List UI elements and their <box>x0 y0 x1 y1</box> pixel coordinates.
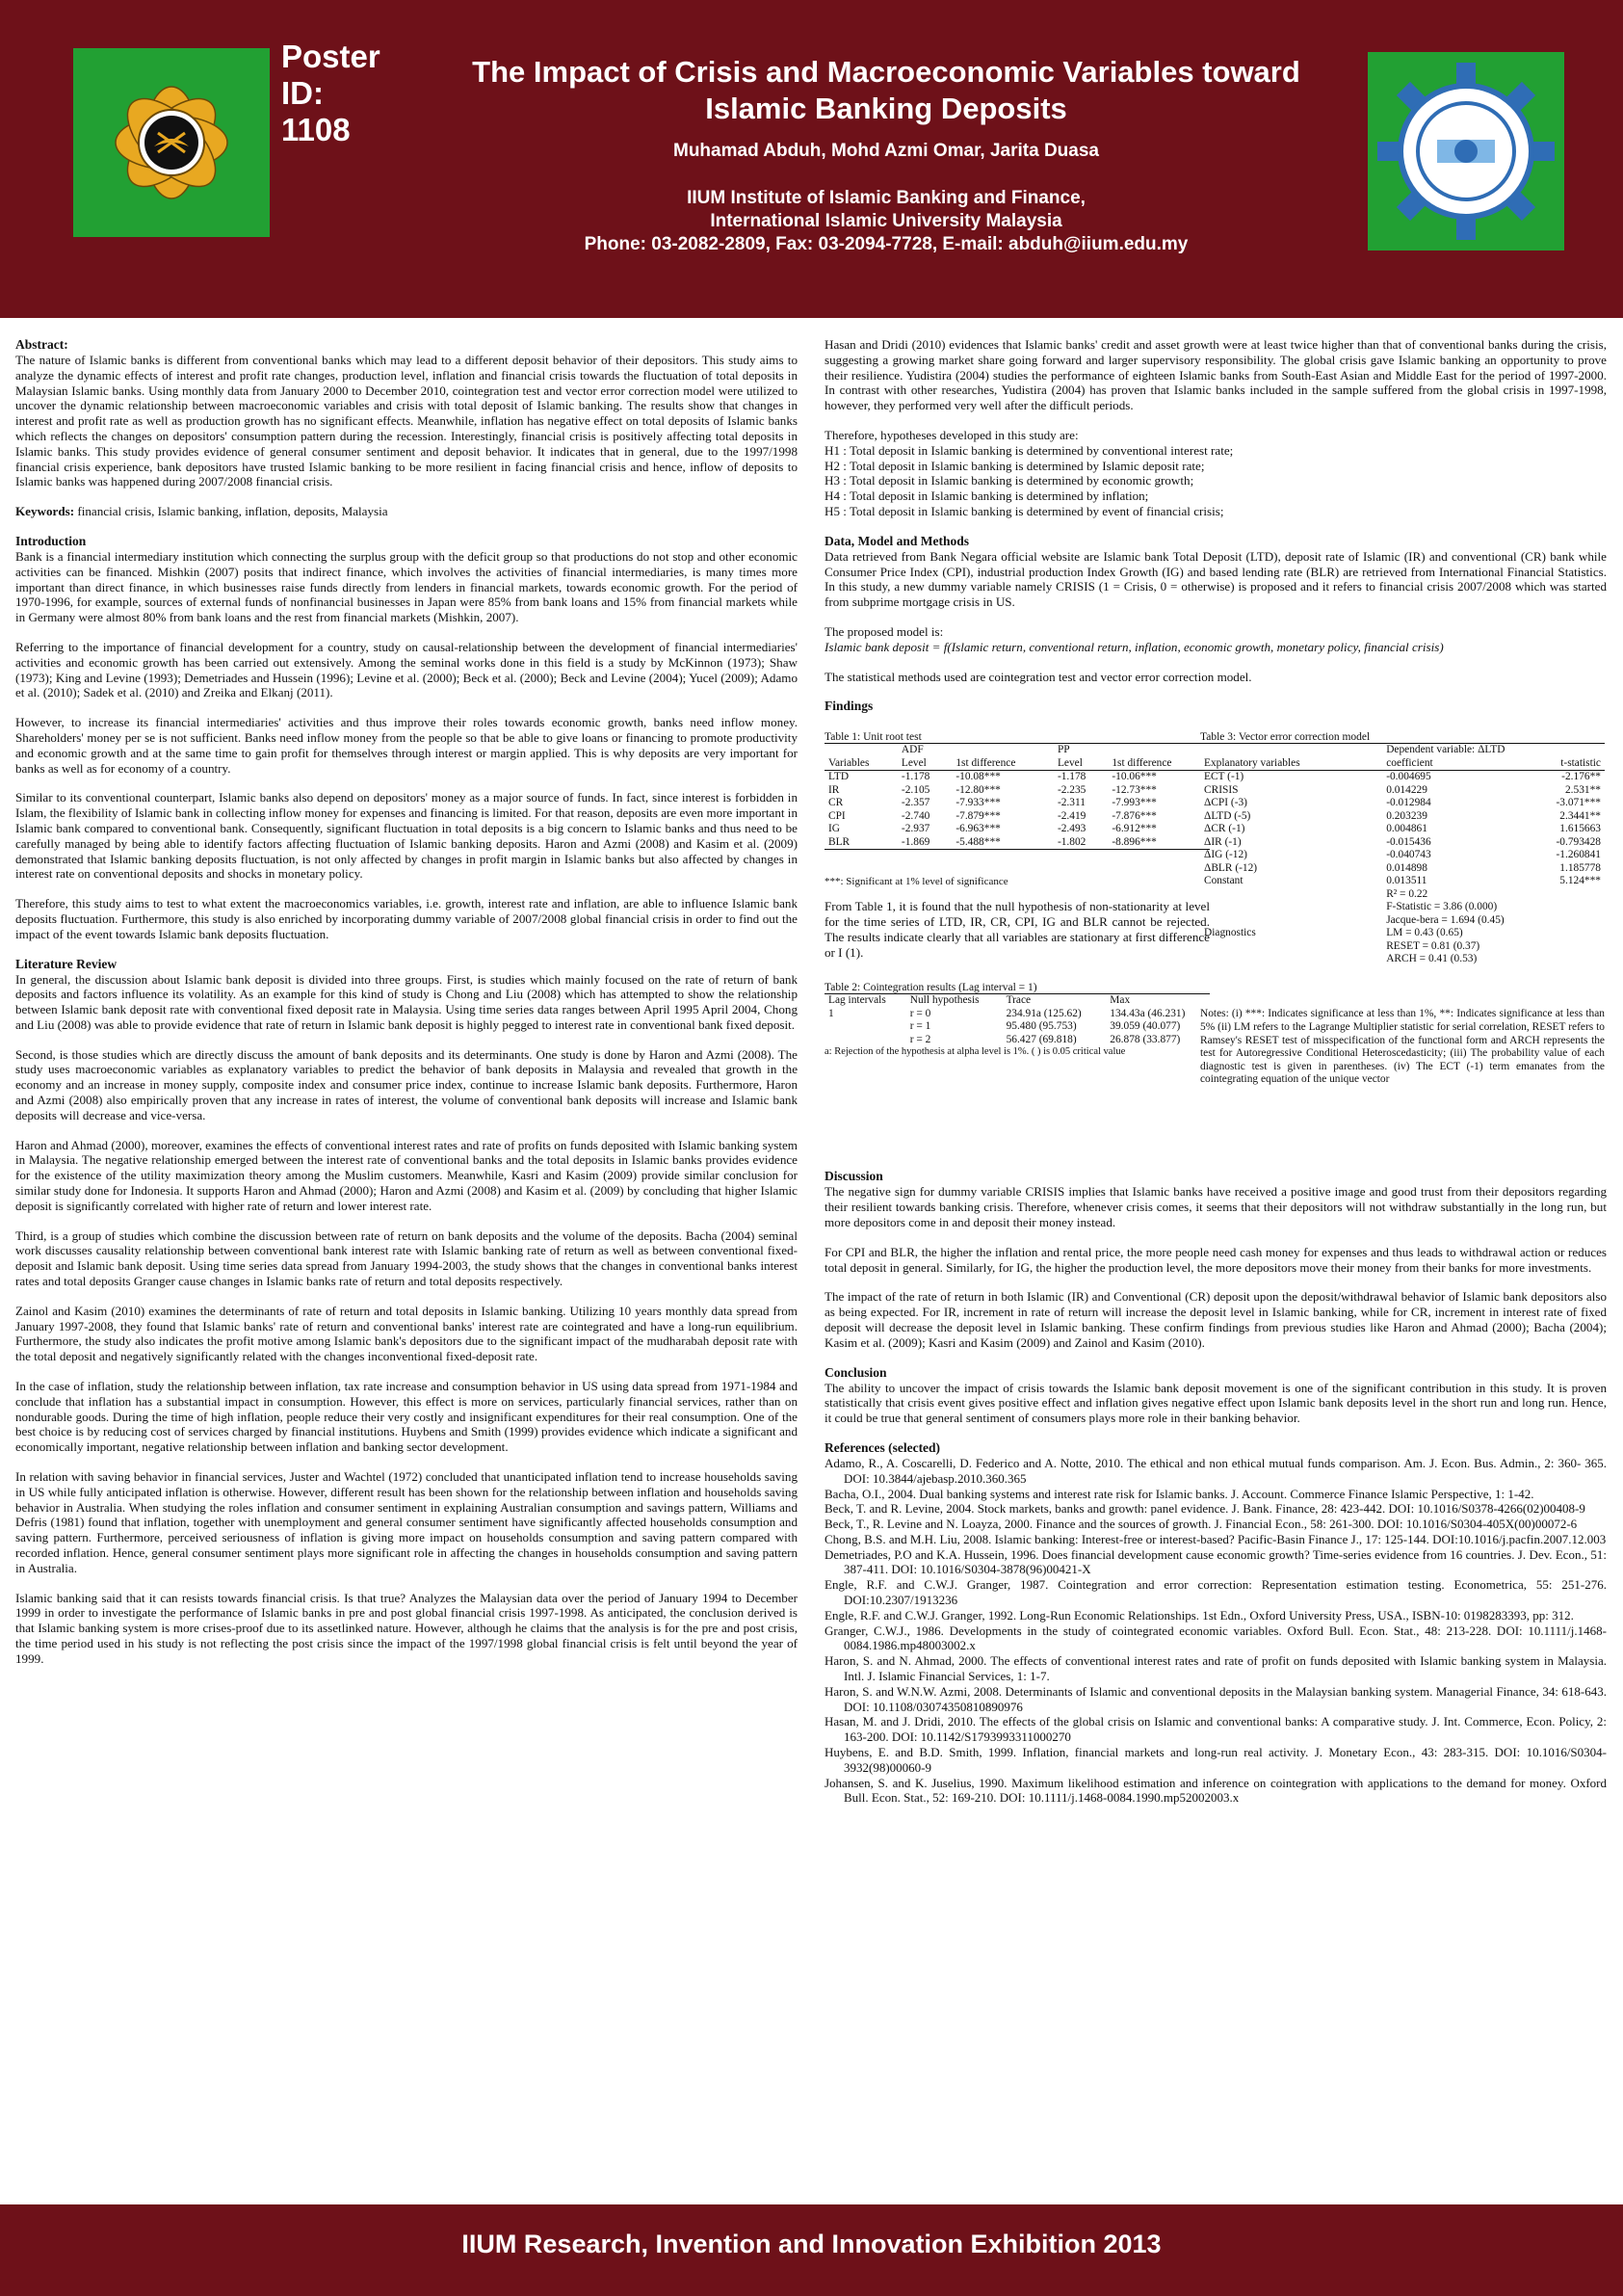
table-vecm <box>1200 731 1605 966</box>
left-column <box>15 337 798 2192</box>
lit-paragraph: Zainol and Kasim (2010) examines the determinants of rate of return and total deposits in Islamic banking. Utilizing 10 years monthly data spread from January 1997-2008, they found that Islamic banks' rate of return and conventional banks' interest rate are cointegrated and have a long-run equilibrium. Furthermore, the study also indicates the profit motive among Islamic bank's depositors due to the significant impact of the mudharabah deposit rate with the total deposit and negatively significantly related with the changes inconventional fixed-deposit rate. <box>15 1303 798 1364</box>
reference-item: Beck, T., R. Levine and N. Loayza, 2000. Finance and the sources of growth. J. Financial Econ., 58: 261-300. DOI: 10.1016/S0304-405X(00)00072-6 <box>825 1517 1578 1532</box>
findings-heading: Findings <box>825 699 874 714</box>
keywords-list: financial crisis, Islamic banking, inflation, deposits, Malaysia <box>74 504 388 519</box>
table-cell: 2.531** <box>1564 783 1601 796</box>
table-group-header: ADF <box>901 744 924 756</box>
table-cell: ΔIG (-12) <box>1204 849 1247 861</box>
findings-section <box>825 714 1607 1157</box>
table-header: Trace <box>1006 994 1032 1007</box>
table-cell: 5.124*** <box>1559 875 1601 887</box>
table-row <box>1200 862 1605 876</box>
table-row <box>825 810 1210 824</box>
table-cell: 95.480 (95.753) <box>1006 1020 1077 1033</box>
table-row <box>1200 875 1605 888</box>
table-cell: -2.311 <box>1057 797 1086 809</box>
reference-item: Engle, R.F. and C.W.J. Granger, 1992. Long-Run Economic Relationships. 1st Edn., Oxford University Press, USA., ISBN-10: 0198283393, pp: 312. <box>825 1607 1574 1623</box>
reference-item: Granger, C.W.J., 1986. Developments in the study of cointegrated economic variables. Oxford Bull. Econ. Stat., 48: 213-228. DOI: 10.1111/j.1468- 0084.1986.mp48003002.x <box>825 1623 1607 1653</box>
table-header: Level <box>901 756 927 769</box>
table-cell: -2.740 <box>901 809 930 822</box>
abstract-text: The nature of Islamic banks is different from conventional banks which may lead to a different deposit behavior of their depositors. This study aims to analyze the dynamic effects of interest and profit rate changes, production level, inflation and financial crisis towards the fluctuation of total deposits in Malaysian Islamic banks. Using monthly data from January 2000 to December 2010, cointegration test and vector error correction model were utilized to uncover the dynamic relationship between macroeconomic variables and crisis with total deposit of Islamic banking. The results show that changes in interest and profit rate as well as production growth has no significant effects. Meanwhile, inflation has negative effect on total deposits of Islamic banks which reflects the changes on depositors' consumption pattern during the recession. Interestingly, financial crisis is positively affecting total deposits in Islamic banks. This study provides evidence of general consumer sentiment and deposit behavior. It indicates that in general, due to the 1997/1998 financial crisis experience, bank depositors have trusted Islamic banking to be more resilient in facing financial crisis and hence, inflow of deposits to Islamic banks was happened during 2007/2008 financial crisis. <box>15 353 798 489</box>
table-header-row <box>825 757 1210 771</box>
table-note: a: Rejection of the hypothesis at alpha level is 1%. ( ) is 0.05 critical value <box>825 1046 1126 1058</box>
keywords-label: Keywords: <box>15 504 75 519</box>
table-stat-row <box>1200 914 1605 928</box>
table-cell <box>1200 914 1382 928</box>
contact-line: Phone: 03-2082-2809, Fax: 03-2094-7728, E-mail: abduh@iium.edu.my <box>584 234 1189 254</box>
table-stat: ARCH = 0.41 (0.53) <box>1386 953 1478 965</box>
table-stat: RESET = 0.81 (0.37) <box>1386 939 1480 952</box>
table-group-header-row <box>825 744 1210 757</box>
table-cell: CRISIS <box>1204 783 1239 796</box>
table-cell <box>825 1034 906 1047</box>
model-intro: The proposed model is: <box>825 623 944 639</box>
table-cell: -10.06*** <box>1112 771 1157 783</box>
reference-item: Haron, S. and W.N.W. Azmi, 2008. Determinants of Islamic and conventional deposits in the Malaysian banking system. Managerial Finance, 34: 618-643. DOI: 10.1108/03074350810890976 <box>825 1683 1607 1714</box>
intro-paragraph: Bank is a financial intermediary institution which connecting the surplus group with the deficit group so that productions do not stop and other economic activities can be financed. Mishkin (2007) posits that indirect finance, which involves the activities of financial intermediaries, is many times more important than direct finance, in which businesses raise funds directly from lenders in financial markets, towards economic growth. For the period of 1970-1996, for example, sources of external funds of nonfinancial businesses in Japan were 85% from bank loans and 15% from financial markets while in Germany were almost 80% from bank loans and the rest from financial markets (Mishkin, 2007). <box>15 548 798 625</box>
table-header-row <box>825 994 1210 1008</box>
affiliation <box>405 187 1368 256</box>
poster-id-line: ID: <box>281 75 324 111</box>
table-header: t-statistic <box>1560 756 1601 769</box>
table-header: Null hypothesis <box>909 994 980 1007</box>
reference-item: Demetriades, P.O and K.A. Hussein, 1996. Does financial development cause economic growth? Time-series evidence from 16 countries. J. Dev. Econ., 51: 387-411. DOI: 10.1016/S0304-3878(96)00421-X <box>825 1546 1607 1577</box>
table-row <box>825 1008 1210 1021</box>
table-cell: -10.08*** <box>955 771 1001 783</box>
poster-id-line: Poster <box>281 39 380 74</box>
table-caption: Table 2: Cointegration results (Lag interval = 1) <box>825 982 1037 994</box>
table-cell: -2.176** <box>1561 771 1601 783</box>
table-row <box>825 771 1210 784</box>
table-cell: 26.878 (33.877) <box>1110 1033 1181 1045</box>
table-cell: IR <box>828 783 840 796</box>
table1-interpretation: From Table 1, it is found that the null hypothesis of non-stationarity at level for the time series of LTD, IR, CR, CPI, IG and BLR cannot be rejected. The results indicate clearly that all variables are stationary at first difference or I (1). <box>825 899 1210 960</box>
table-cell: 0.203239 <box>1386 809 1427 822</box>
table-header: Explanatory variables <box>1204 756 1300 769</box>
table-row <box>1200 771 1605 784</box>
keywords <box>15 504 798 519</box>
intro-paragraph: Similar to its conventional counterpart, Islamic banks also depend on depositors' money as a major source of funds. In fact, since interest is forbidden in Islam, the flexibility of Islamic bank in collecting inflow money for expenses and financing is limited. For that reason, deposits are even more important in Islamic bank compared to conventional bank. Consequently, significant fluctuation in total deposits is a big concern to Islamic banks and thus need to be carefully managed by being able to identify factors affecting fluctuation of Islamic banking deposits. Haron and Azmi (2008) and Kasim et al. (2009) demonstrated that Islamic banking deposits fluctuation, is not only affected by changes in profit margin in Islamic banks but also affected by changes in interest rate on conventional deposits and shocks in monetary policy. <box>15 790 798 882</box>
table-header: 1st difference <box>955 756 1016 769</box>
table-cell: -8.896*** <box>1112 835 1157 848</box>
table-cell: IG <box>828 823 841 835</box>
table-cell: -0.040743 <box>1386 849 1431 861</box>
data-paragraph: Data retrieved from Bank Negara official website are Islamic bank Total Deposit (LTD), deposit rate of Islamic (IR) and conventional (CR) bank while Consumer Price Index (CPI), industrial production Index Growth (IG) and based lending rate (BLR) are retrieved from International Financial Statistics. In this study, a new dummy variable namely CRISIS (1 = Crisis, 0 = otherwise) is proposed and it refers to financial crisis 2007/2008 which was started from subprime mortgage crisis in US. <box>825 548 1607 610</box>
table-cell: -1.869 <box>901 835 930 848</box>
reference-item: Engle, R.F. and C.W.J. Granger, 1987. Cointegration and error correction: Representation estimation testing. Econometrica, 55: 251-276. DOI:10.2307/1913236 <box>825 1577 1607 1608</box>
table-notes: Notes: (i) ***: Indicates significance at less than 1%, **: Indicates significance at less than 5% (ii) LM refers to the Lagrange Multiplier statistic for serial correlation, RESET refers to Ramsey's RESET test of misspecification of the functional form and ARCH represents the test for Autoregressive Conditional Heteroscedasticity; (iii) The probability value of each diagnostic test is given in parentheses. (iv) The ECT (-1) term emanates from the cointegrating equation of the unique vector <box>1200 1008 1605 1086</box>
table-cell: -0.012984 <box>1386 797 1431 809</box>
table-stat: F-Statistic = 3.86 (0.000) <box>1386 901 1498 913</box>
table-cell: 0.013511 <box>1386 875 1427 887</box>
table-cell: ΔBLR (-12) <box>1204 861 1258 874</box>
table-cell: 56.427 (69.818) <box>1006 1033 1077 1045</box>
hypotheses <box>825 428 1607 519</box>
table-header: Variables <box>828 756 870 769</box>
table-cell: CPI <box>828 809 846 822</box>
reference-item: Beck, T. and R. Levine, 2004. Stock markets, banks and growth: panel evidence. J. Bank. Finance, 28: 423-442. DOI: 10.1016/S0378-4266(02)00408-9 <box>825 1501 1585 1517</box>
table-row <box>1200 823 1605 836</box>
model-equation: Islamic bank deposit = f(Islamic return, conventional return, inflation, economic growth, monetary policy, financial crisis) <box>825 639 1444 654</box>
reference-item: Huybens, E. and B.D. Smith, 1999. Inflation, financial markets and long-run real activity. J. Monetary Econ., 43: 283-315. DOI: 10.1016/S0304-3932(98)00060-9 <box>825 1745 1607 1775</box>
table-cell: -6.963*** <box>955 823 1001 835</box>
table-row <box>825 784 1210 798</box>
table-header: 1st difference <box>1112 756 1172 769</box>
table-stat-row <box>1200 888 1605 902</box>
abstract-heading: Abstract: <box>15 337 68 352</box>
discussion-heading: Discussion <box>825 1169 883 1184</box>
discussion-paragraph: The negative sign for dummy variable CRISIS implies that Islamic banks have received a positive image and good trust from their depositors regarding their resilient towards banking crisis. Therefore, whenever crisis comes, it seems that their depositors will not withdraw substantially in the long run, but more depositors come in and deposit their money instead. <box>825 1184 1607 1229</box>
title-line: Islamic Banking Deposits <box>705 92 1067 125</box>
table-cell: -0.004695 <box>1386 771 1431 783</box>
table-cell: ΔCPI (-3) <box>1204 797 1247 809</box>
table-cell: -1.178 <box>1057 771 1086 783</box>
iium-logo-emblem-icon <box>73 48 270 237</box>
reference-item: Chong, B.S. and M.H. Liu, 2008. Islamic banking: Interest-free or interest-based? Pacific-Basin Finance J., 17: 125-144. DOI:10.1016/j.pacfin.2007.12.003 <box>825 1531 1607 1546</box>
table-row <box>1200 836 1605 850</box>
table-dep-header: Dependent variable: ΔLTD <box>1386 744 1505 756</box>
intro-paragraph: However, to increase its financial intermediaries' activities and thus improve their roles towards economic growth, banks need inflow money. Shareholders' money per se is not sufficient. Banks need inflow money from the people so that be able to give loans or financing to promote productivity and economic growth and at the same time to gain profit for themselves through interest or margin applied. This is why deposits are very important for banks as well as for economy of a country. <box>15 715 798 776</box>
institute-gear-emblem-icon <box>1368 52 1564 251</box>
table-cell: 1.185778 <box>1559 861 1601 874</box>
table-cell: -7.993*** <box>1112 797 1157 809</box>
table-diag-row <box>1200 927 1605 940</box>
table-cell: 1 <box>828 1007 834 1019</box>
conclusion-heading: Conclusion <box>825 1364 887 1380</box>
vecm-table <box>1200 743 1605 966</box>
lit-paragraph: In general, the discussion about Islamic bank deposit is divided into three groups. First, is studies which mainly focused on the rate of return of bank deposits and factors influence its volatility. As an example for this kind of study is Chong and Liu (2008) which has attempted to show the relationship between Islamic bank deposit rate with conventional fixed deposit rate in Malaysia. Using time series data ranges between April 1995 April 2004, Chong and Liu (2008) was able to provide evidence that rate of return in Islamic bank deposit is highly pegged to interest rate in conventional bank fixed deposit. <box>15 971 798 1032</box>
authors: Muhamad Abduh, Mohd Azmi Omar, Jarita Duasa <box>673 141 1099 161</box>
table-cell: r = 1 <box>909 1020 931 1033</box>
table-row <box>825 1020 1210 1034</box>
reference-item: Hasan, M. and J. Dridi, 2010. The effects of the global crisis on Islamic and conventional banks: A comparative study. J. Int. Commerce, Econ. Policy, 2: 163-200. DOI: 10.1142/S1793993311000270 <box>825 1714 1607 1745</box>
poster-id-number: 1108 <box>281 112 351 147</box>
unit-root-table <box>825 743 1210 850</box>
exhibition-name: IIUM Research, Invention and Innovation Exhibition 2013 <box>461 2230 1162 2258</box>
table-cell: r = 0 <box>909 1007 931 1019</box>
table-cell: ECT (-1) <box>1204 771 1244 783</box>
table-cell: 1.615663 <box>1559 823 1601 835</box>
table-diag-row <box>1200 953 1605 966</box>
table-cell: CR <box>828 797 844 809</box>
references-heading: References (selected) <box>825 1439 941 1455</box>
table-header: Max <box>1110 994 1131 1007</box>
lit-paragraph: Third, is a group of studies which combine the discussion between rate of return on bank deposits and the volume of the deposits. Bacha (2004) seminal work discusses causality relationship between conventional bank interest rate with Islamic banking rate of return as well as between conventional fixed-deposit and Islamic bank deposit. Using time series data spread from January 1994-2003, the study shows that the changes in conventional banks interest rates and total deposits Granger cause changes in Islamic banks rate of return and total deposits respectively. <box>15 1227 798 1289</box>
affiliation-line: IIUM Institute of Islamic Banking and Finance, <box>687 188 1086 208</box>
table-row <box>1200 784 1605 798</box>
hypothesis-item: H1 : Total deposit in Islamic banking is determined by conventional interest rate; <box>825 442 1234 458</box>
literature-review-heading: Literature Review <box>15 956 118 971</box>
table-cell: -6.912*** <box>1112 823 1157 835</box>
table-stat: Jacque-bera = 1.694 (0.45) <box>1386 913 1505 926</box>
table-cell: -12.73*** <box>1112 783 1157 796</box>
table-cell: -2.419 <box>1057 809 1086 822</box>
table-cell: Constant <box>1204 875 1243 887</box>
hypotheses-intro: Therefore, hypotheses developed in this study are: <box>825 427 1079 442</box>
table-cell: -7.933*** <box>955 797 1001 809</box>
table-cell: 234.91a (125.62) <box>1006 1007 1082 1019</box>
table-row <box>825 1034 1210 1047</box>
table-caption: Table 1: Unit root test <box>825 731 922 744</box>
table-row <box>825 823 1210 836</box>
table-row <box>1200 797 1605 810</box>
table-cell <box>1200 940 1382 954</box>
table-cell: 39.059 (40.077) <box>1110 1020 1181 1033</box>
table-cell: ΔCR (-1) <box>1204 823 1245 835</box>
table-cell: -2.357 <box>901 797 930 809</box>
table-cell <box>825 744 898 757</box>
hypothesis-item: H3 : Total deposit in Islamic banking is determined by economic growth; <box>825 473 1194 488</box>
lit-paragraph: Islamic banking said that it can resists towards financial crisis. Is that true? Analyzes the Malaysian data over the period of January 1994 to December 1999 in order to investigate the performance of Islamic banks in pre and post global financial crisis 1997-1998. As anticipated, the conclusion derived is that Islamic banking system is more crises-proof due to its assetlinked nature. However, although he claims that the analysis is for the pre and post crisis, the time period used in his study is not reflecting the post crisis since the impact of the 1997/1998 global financial crisis is felt until beyond the year of 1999. <box>15 1590 798 1666</box>
reference-item: Johansen, S. and K. Juselius, 1990. Maximum likelihood estimation and inference on cointegration with applications to the demand for money. Oxford Bull. Econ. Stat., 52: 169-210. DOI: 10.1111/j.1468-0084.1990.mp52002003.x <box>825 1775 1607 1806</box>
reference-item: Adamo, R., A. Coscarelli, D. Federico and A. Notte, 2010. The ethical and non ethical mutual funds comparison. Am. J. Econ. Bus. Admin., 2: 360- 365. DOI: 10.3844/ajebasp.2010.360.365 <box>825 1455 1607 1486</box>
lit-paragraph: In relation with saving behavior in financial services, Juster and Wachtel (1972) concluded that unanticipated inflation tend to increase households saving in US while fully anticipated inflation is otherwise. However, different result has been shown for the relationship between inflation and households saving behavior in Australia. When studying the roles inflation and consumer sentiment in explaining Australian consumption and savings pattern, Williams and Defris (1981) found that inflation, together with unemployment and general consumer sentiment have significantly affected households consumption and saving pattern. Furthermore, perceived seriousness of inflation is giving more impact on households consumption and saving pattern compared with recorded inflation. Hence, general consumer sentiment plays more significant role in affecting the changes in households consumption and saving pattern in Australia. <box>15 1469 798 1575</box>
table-cell <box>1200 901 1382 914</box>
table-cell: -1.802 <box>1057 835 1086 848</box>
table-cell: 2.3441** <box>1559 809 1601 822</box>
table-header: coefficient <box>1386 756 1433 769</box>
title-line: The Impact of Crisis and Macroeconomic Variables toward <box>472 55 1300 89</box>
discussion-paragraph: For CPI and BLR, the higher the inflation and rental price, the more people need cash money for expenses and thus leads to withdrawal action or reduces total deposit in general. Similarly, for IG, the higher the production level, the more depositors move their money from their banks for more investments. <box>825 1244 1607 1275</box>
table-cell: -2.105 <box>901 783 930 796</box>
lit-paragraph: In the case of inflation, study the relationship between inflation, tax rate increase and consumption behavior in US using data spread from 1971-1984 and conclude that inflation has a substantial impact in consumption. However, this effect is more on services, particularly financial services, rather than on nondurable goods. During the time of high inflation, people reduce their very costly and insignificant expenditures for their real consumption. One of the best choice is by reducing cost of services charged by financial institutions. Huybens and Smith (1999) provides evidence which indicate a significant and economically important, negative relationship between inflation and banking sector development. <box>15 1379 798 1455</box>
table-cell: -2.937 <box>901 823 930 835</box>
table-cell <box>1200 888 1382 902</box>
table-stat: R² = 0.22 <box>1386 887 1428 900</box>
model-block <box>825 624 1607 655</box>
lit-continued-paragraph: Hasan and Dridi (2010) evidences that Islamic banks' credit and asset growth were at least twice higher than that of conventional banks during the crisis, suggesting a growing market share going forward and larger supervisory responsibility. The global crisis gave Islamic banking an opportunity to prove their resilience. Yudistira (2004) studies the performance of eighteen Islamic banks from South-East Asian and Middle East for the period of 1997-2000. In contrast with other researches, Yudistira (2004) has proven that Islamic banks included in the sample suffered from the global crisis in 1997-1998, however, they performed very well after the difficult periods. <box>825 337 1607 413</box>
institute-logo <box>1368 52 1564 251</box>
table-note: ***: Significant at 1% level of significance <box>825 876 1008 888</box>
lit-paragraph: Haron and Ahmad (2000), moreover, examines the effects of conventional interest rates and rate of profits on funds deposited with Islamic banking system in Malaysia. The negative relationship emerged between the interest rate of conventional banks and the total deposits in Islamic banks provides evidence for the existence of the utility maximization theory among the Muslim customers. Meanwhile, Kasri and Kasim (2009) provide similar conclusion for similar study done for Indonesia. It supports Haron and Ahmad (2000); Haron and Azmi (2008) and Kasim et al. (2009) by concluding that higher Islamic deposit is significantly correlated with higher rate of return and lower interest rate. <box>15 1137 798 1213</box>
table-cell: -1.178 <box>901 771 930 783</box>
table-cell: 134.43a (46.231) <box>1110 1007 1186 1019</box>
table-cell: -1.260841 <box>1556 849 1601 861</box>
lit-paragraph: Second, is those studies which are directly discuss the amount of bank deposits and its determinants. One study is done by Haron and Azmi (2008). The study uses macroeconomic variables as explanatory variables to predict the behavior of bank deposits in Malaysia and revealed that growth in the economy and an increase in money supply, composite index and consumer price index, continue to increase Islamic bank deposits. Furthermore, Haron and Azmi (2008) also empirically proven that any increase in rates of interest, the volume of conventional bank deposits will increase and Islamic bank deposits will decrease and vice-versa. <box>15 1046 798 1122</box>
table-cell: -0.793428 <box>1556 835 1601 848</box>
table-cell: 0.014229 <box>1386 783 1427 796</box>
hypothesis-item: H2 : Total deposit in Islamic banking is determined by Islamic deposit rate; <box>825 458 1205 473</box>
table-stat: LM = 0.43 (0.65) <box>1386 927 1463 939</box>
table-cell: LTD <box>828 771 850 783</box>
reference-item: Haron, S. and N. Ahmad, 2000. The effects of conventional interest rates and rate of profit on funds deposited with Islamic banking system in Malaysia. Intl. J. Islamic Financial Services, 1: 1-7. <box>825 1653 1607 1684</box>
poster-id <box>281 39 416 148</box>
iium-logo <box>73 48 270 237</box>
header-banner <box>0 0 1623 318</box>
right-column <box>825 337 1607 2192</box>
table-unit-root <box>825 731 1210 850</box>
table-cell: -3.071*** <box>1556 797 1601 809</box>
table-cell: -2.493 <box>1057 823 1086 835</box>
table-cell: -7.876*** <box>1112 809 1157 822</box>
table-cell: -5.488*** <box>955 835 1001 848</box>
hypothesis-item: H4 : Total deposit in Islamic banking is determined by inflation; <box>825 488 1149 504</box>
table-cell: -0.015436 <box>1386 835 1431 848</box>
table-cell: ΔLTD (-5) <box>1204 809 1251 822</box>
conclusion-paragraph: The ability to uncover the impact of crisis towards the Islamic bank deposit movement is one of the significant contribution in this study. It is proven statistically that crisis event gives positive effect and inflation gives negative effect upon Islamic bank deposits level in the short run and long run. Hence, it could be true that general sentiment of consumers plays more role in their banking behavior. <box>825 1380 1607 1426</box>
poster-title <box>405 54 1368 127</box>
table-row <box>1200 849 1605 862</box>
table-cell: BLR <box>828 835 851 848</box>
references-list <box>825 1456 1607 1806</box>
table-cell: 0.004861 <box>1386 823 1427 835</box>
table-row <box>1200 810 1605 824</box>
cointegration-table <box>825 993 1210 1046</box>
table-group-header: PP <box>1057 744 1070 756</box>
introduction-heading: Introduction <box>15 533 87 548</box>
hypothesis-item: H5 : Total deposit in Islamic banking is determined by event of financial crisis; <box>825 503 1224 518</box>
table-diag-label: Diagnostics <box>1204 927 1256 939</box>
table-cell: r = 2 <box>909 1033 931 1045</box>
table-header: Level <box>1057 756 1083 769</box>
table-row <box>825 836 1210 850</box>
reference-item: Bacha, O.I., 2004. Dual banking systems and interest rate risk for Islamic banks. J. Account. Commerce Finance Islamic Perspective, 1: 1-42. <box>825 1486 1534 1501</box>
table-cointegration <box>825 982 1210 1057</box>
intro-paragraph: Therefore, this study aims to test to what extent the macroeconomics variables, i.e. growth, interest rate and inflation, are able to influence Islamic bank deposits fluctuation. Furthermore, this study is also enriched by incorporating dummy variable of 2007/2008 global financial crisis in order to find out the impact of the event towards Islamic bank deposits fluctuation. <box>15 896 798 941</box>
table-cell: -12.80*** <box>955 783 1001 796</box>
table-cell: -7.879*** <box>955 809 1001 822</box>
table-header-row <box>1200 757 1605 771</box>
table-diag-row <box>1200 940 1605 954</box>
affiliation-line: International Islamic University Malaysia <box>710 211 1062 231</box>
data-methods-heading: Data, Model and Methods <box>825 533 970 548</box>
table-stat-row <box>1200 901 1605 914</box>
table-dep-row <box>1200 744 1605 757</box>
table-cell: ΔIR (-1) <box>1204 835 1242 848</box>
table-caption: Table 3: Vector error correction model <box>1200 731 1371 744</box>
footer-banner <box>0 2204 1623 2296</box>
discussion-paragraph: The impact of the rate of return in both Islamic (IR) and Conventional (CR) deposit upon the deposit/withdrawal behavior of Islamic bank depositors also as being expected. For IR, increment in rate of return will increase the deposit level in Islamic banking, while for CR, increment in interest rate of fixed deposit will decrease the deposit level in Islamic banking. These confirm findings from previous studies like Haron and Ahmad (2000); Bacha (2004); Kasim et al. (2009); Kasri and Kasim (2009) and Zainol and Kasim (2010). <box>825 1289 1607 1350</box>
table-cell: -2.235 <box>1057 783 1086 796</box>
table-cell <box>825 1020 906 1034</box>
table-header: Lag intervals <box>828 994 886 1007</box>
intro-paragraph: Referring to the importance of financial development for a country, study on causal-relationship between the development of financial intermediaries' activities and economic growth has been carried out extensively. Among the seminal works done in this field is a study by McKinnon (1973); Shaw (1973); King and Levine (1993); Demetriades and Hussein (1996); Levine et al. (2000); Beck et al. (2000); Beck and Levine (2004); Yucel (2009); Adamo et al. (2010); Sadek et al. (2010) and Zreika and Elkanj (2011). <box>15 639 798 700</box>
table-cell <box>1200 744 1382 757</box>
table-row <box>825 797 1210 810</box>
table-cell: 0.014898 <box>1386 861 1427 874</box>
table-cell <box>1200 953 1382 966</box>
methods-paragraph: The statistical methods used are cointegration test and vector error correction model. <box>825 669 1252 684</box>
